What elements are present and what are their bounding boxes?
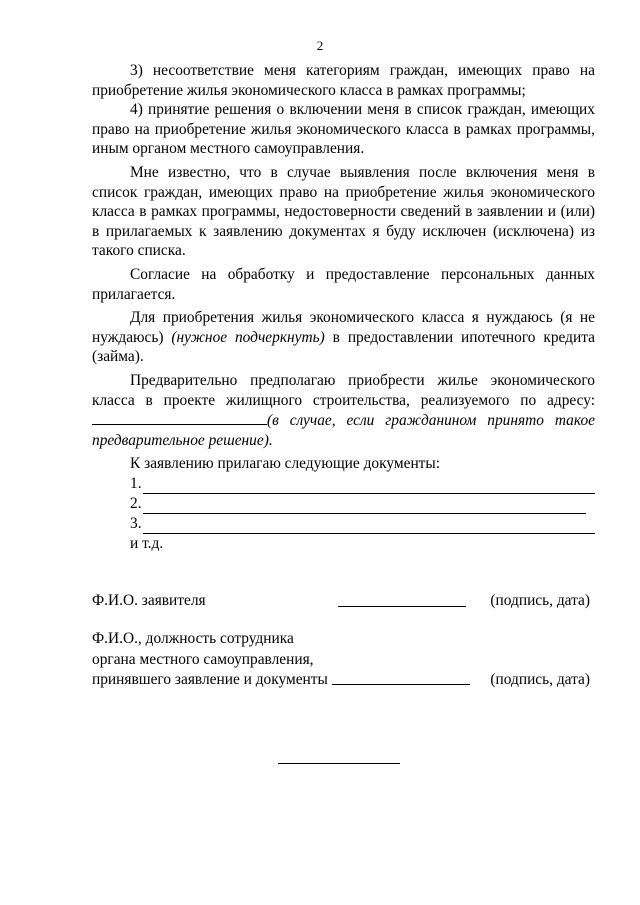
address-blank-line[interactable] [92,410,267,425]
employee-line-1: Ф.И.О., должность сотрудника [92,630,294,647]
mortgage-note: (нужное подчеркнуть) [171,328,325,346]
docs-list-item: 3. [130,514,595,534]
employee-row-3 [92,670,602,691]
doc-blank-line[interactable] [143,499,586,514]
doc-blank-line[interactable] [143,479,595,494]
prelim-text: Предварительно предполагаю приобрести жилье экономического класса в проекте жилищного строительства, реализуемого по адресу: [92,371,595,409]
sign-caption: (подпись, дата) [490,592,590,609]
paragraph-prelim [92,371,595,450]
applicant-signature-row [92,592,602,612]
paragraph-item-4: 4) принятие решения о включении меня в список граждан, имеющих право на приобретение жилья экономического класса в рамках программы, иным органом местного самоуправления. [92,101,595,158]
sign-caption-2: (подпись, дата) [490,671,590,688]
mortgage-text-b: в предоставлении ипотечного кредита (займа). [92,328,595,366]
employee-line-2: органа местного самоуправления, [92,650,314,668]
applicant-signature-line[interactable] [338,592,466,607]
paragraph-consent: Согласие на обработку и предоставление персональных данных прилагается. [92,265,595,303]
paragraph-item-3: 3) несоответствие меня категориям граждан, имеющих право на приобретение жилья экономического класса в рамках программы; [92,62,595,99]
paragraph-mortgage [92,308,595,367]
page-number: 2 [316,38,324,53]
paragraph-known: Мне известно, что в случае выявления после включения меня в список граждан, имеющих право на приобретение жилья экономического класса в рамках программы, недостоверности сведений в заявлении и (или) в прилагаемых к заявлению документах я буду исключен (исключена) из такого списка. [92,163,595,260]
employee-line-3: принявшего заявление и документы [92,671,328,688]
document-body [92,61,595,554]
applicant-label: Ф.И.О. заявителя [92,592,206,609]
docs-list-item: 2. [130,494,595,514]
docs-list [130,474,595,554]
docs-intro: К заявлению прилагаю следующие документы: [130,455,441,473]
employee-signature-line[interactable] [332,670,470,685]
employee-signature-block [92,629,602,691]
doc-blank-line[interactable] [143,519,595,534]
prelim-note: (в случае, если гражданином принято такое предварительное решение). [92,412,595,449]
mortgage-text-a: Для приобретения жилья экономического класса я нуждаюсь (я не нуждаюсь) [92,309,595,346]
docs-list-item: 1. [130,474,595,494]
end-separator-line [278,763,400,764]
docs-etc: и т.д. [130,535,164,553]
